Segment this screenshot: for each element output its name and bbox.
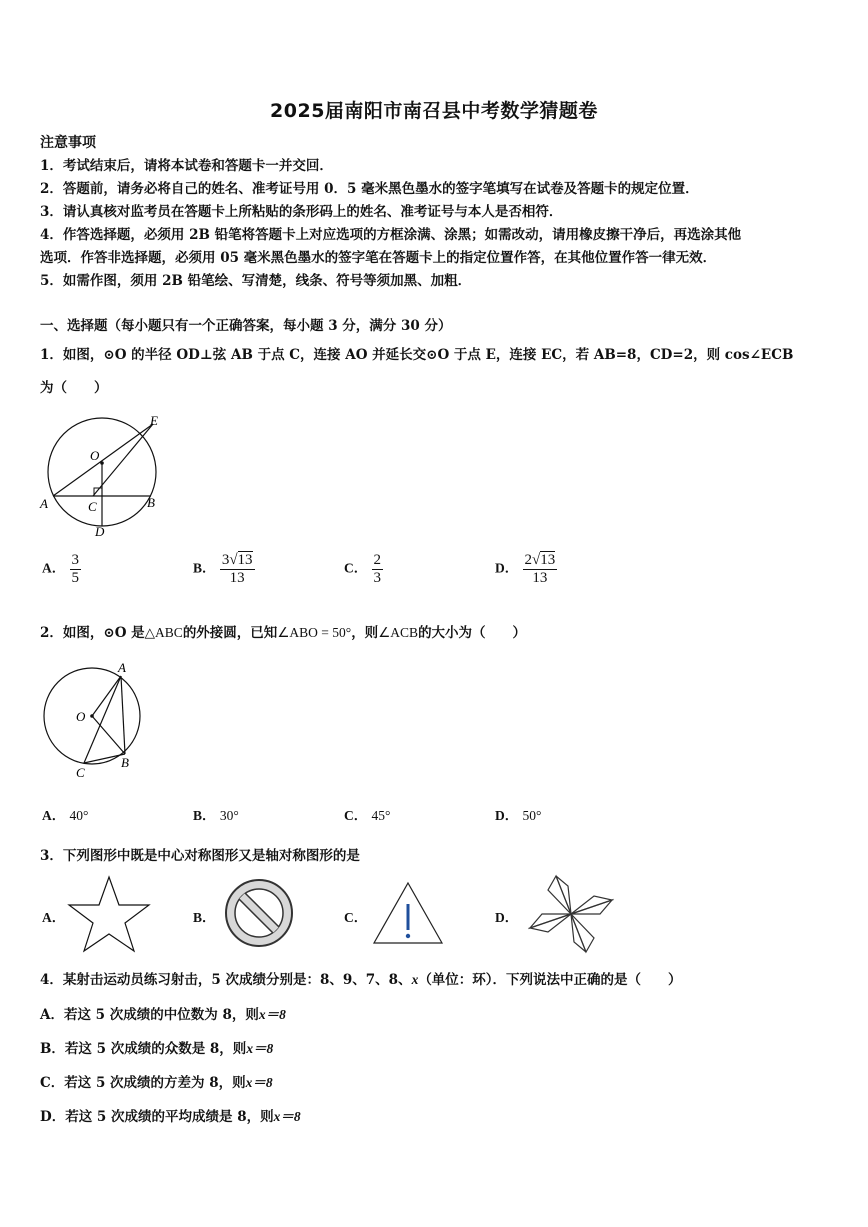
option-equation: x＝8 [273,1109,301,1124]
option-equation: x＝8 [245,1075,273,1090]
q4-option-c [40,1071,273,1091]
q3-option-c-letter [344,906,367,926]
fraction-numerator: 3 [71,552,80,568]
option-letter: A． [42,560,66,576]
q2-mid2: ，则 [351,625,379,641]
option-letter: B． [193,560,216,576]
q3-option-b-letter [193,906,216,926]
q1-option-c [344,552,383,586]
q3-option-a-letter [42,906,65,926]
option-letter: C． [344,910,368,925]
q4-option-d [40,1105,301,1125]
label-O: O [76,709,86,724]
q1-option-a [42,552,81,586]
option-text: 若这 5 次成绩的方差为 8，则 [64,1075,246,1091]
q2-option-b [193,804,239,824]
notice-item-3: 3．请认真核对监考员在答题卡上所粘贴的条形码上的姓名、准考证号与本人是否相符． [40,204,563,220]
q4-option-a [40,1003,286,1023]
q4-text-pre: 4．某射击运动员练习射击，5 次成绩分别是：8、9、7、8、 [40,972,412,988]
label-A: A [40,496,48,511]
option-equation: x＝8 [246,1041,274,1056]
q2-circle-figure [36,658,146,783]
q1-option-d: D． $\frac{2√13}{13}$ [495,552,556,586]
q1-text: 1．如图，⊙O 的半径 OD⊥弦 AB 于点 C，连接 AO 并延长交⊙O 于点 E，连接 EC，若 AB=8，CD=2，则 cos∠ECB [40,347,794,363]
option-text: 若这 5 次成绩的平均成绩是 8，则 [65,1109,274,1125]
warning-triangle-icon [372,880,444,946]
notice-item-1: 1．考试结束后，请将本试卷和答题卡一并交回． [40,158,333,174]
fraction-denominator: 13 [532,569,548,586]
option-letter: D． [495,560,519,576]
q1-circle-figure [36,410,166,540]
q2-prefix: 2．如图，⊙O 是 [40,625,145,641]
q4-variable: x [411,972,419,987]
star-icon [66,874,152,954]
radicand: 13 [237,552,253,568]
label-D: D [95,524,105,539]
option-letter: D． [495,910,519,925]
prohibition-sign-icon [222,876,296,950]
q2-text [40,621,526,641]
notice-item-5: 5．如需作图，须用 2B 铅笔绘、写清楚，线条、符号等须加黑、加粗． [40,273,472,289]
q1-option-b: B． $\frac{3√13}{13}$ [193,552,253,586]
option-letter: A． [42,808,66,823]
q1-text-cont: 为（ ） [40,380,108,396]
option-letter: B． [40,1041,65,1057]
option-letter: C． [344,808,368,823]
option-text: 若这 5 次成绩的中位数为 8，则 [63,1007,259,1023]
q4-text [40,968,682,988]
option-letter: A． [40,1007,64,1023]
option-value: 30° [219,808,239,823]
label-B: B [147,495,155,510]
option-value: 50° [522,808,542,823]
fraction-numerator: 2 [373,552,382,568]
option-letter: D． [495,808,519,823]
option-letter: D． [40,1109,66,1125]
option-value: 45° [371,808,391,823]
option-letter: C． [40,1075,65,1091]
radicand: 13 [540,552,556,568]
option-letter: A． [42,910,66,925]
label-B: B [121,755,129,770]
option-letter: B． [193,910,216,925]
q2-triangle: △ABC [144,625,183,640]
notice-item-4-cont: 选项．作答非选择题，必须用 05 毫米黑色墨水的签字笔在答题卡上的指定位置作答，在其他位置作答一律无效． [40,250,717,266]
pinwheel-icon [526,872,616,956]
label-C: C [76,765,85,780]
section-heading: 一、选择题（每小题只有一个正确答案，每小题 3 分，满分 30 分） [40,318,452,334]
option-letter: B． [193,808,216,823]
fraction-denominator: 5 [71,569,80,586]
label-E: E [150,413,158,428]
q2-suffix: 的大小为（ ） [418,625,527,641]
label-A: A [118,660,126,675]
q4-option-b [40,1037,273,1057]
option-text: 若这 5 次成绩的众数是 8，则 [64,1041,247,1057]
option-equation: x＝8 [258,1007,286,1022]
notice-item-4: 4．作答选择题，必须用 2B 铅笔将答题卡上对应选项的方框涂满、涂黑；如需改动，请用橡皮擦干净后，再选涂其他 [40,227,742,243]
notice-item-2: 2．答题前，请务必将自己的姓名、准考证号用 0．5 毫米黑色墨水的签字笔填写在试卷及答题卡的规定位置． [40,181,699,197]
option-value: 40° [69,808,89,823]
label-O: O [90,448,100,463]
option-letter: C． [344,560,368,576]
label-C: C [88,499,97,514]
q2-option-d [495,804,541,824]
notice-heading: 注意事项 [40,135,96,151]
q3-option-d-letter [495,906,518,926]
q4-text-post: （单位：环）．下列说法中正确的是（ ） [418,972,682,988]
fraction-denominator: 13 [229,569,245,586]
page-title: 2025届南阳市南召县中考数学猜题卷 [270,100,598,122]
coefficient: 2 [524,552,533,568]
q2-mid: 的外接圆，已知 [182,625,278,641]
q2-option-a [42,804,88,824]
coefficient: 3 [221,552,230,568]
q2-angle-given: ∠ABO = 50° [277,625,352,640]
q2-option-c [344,804,390,824]
q3-text: 3．下列图形中既是中心对称图形又是轴对称图形的是 [40,848,360,864]
q2-angle-ask: ∠ACB [378,625,419,640]
fraction-denominator: 3 [373,569,382,586]
